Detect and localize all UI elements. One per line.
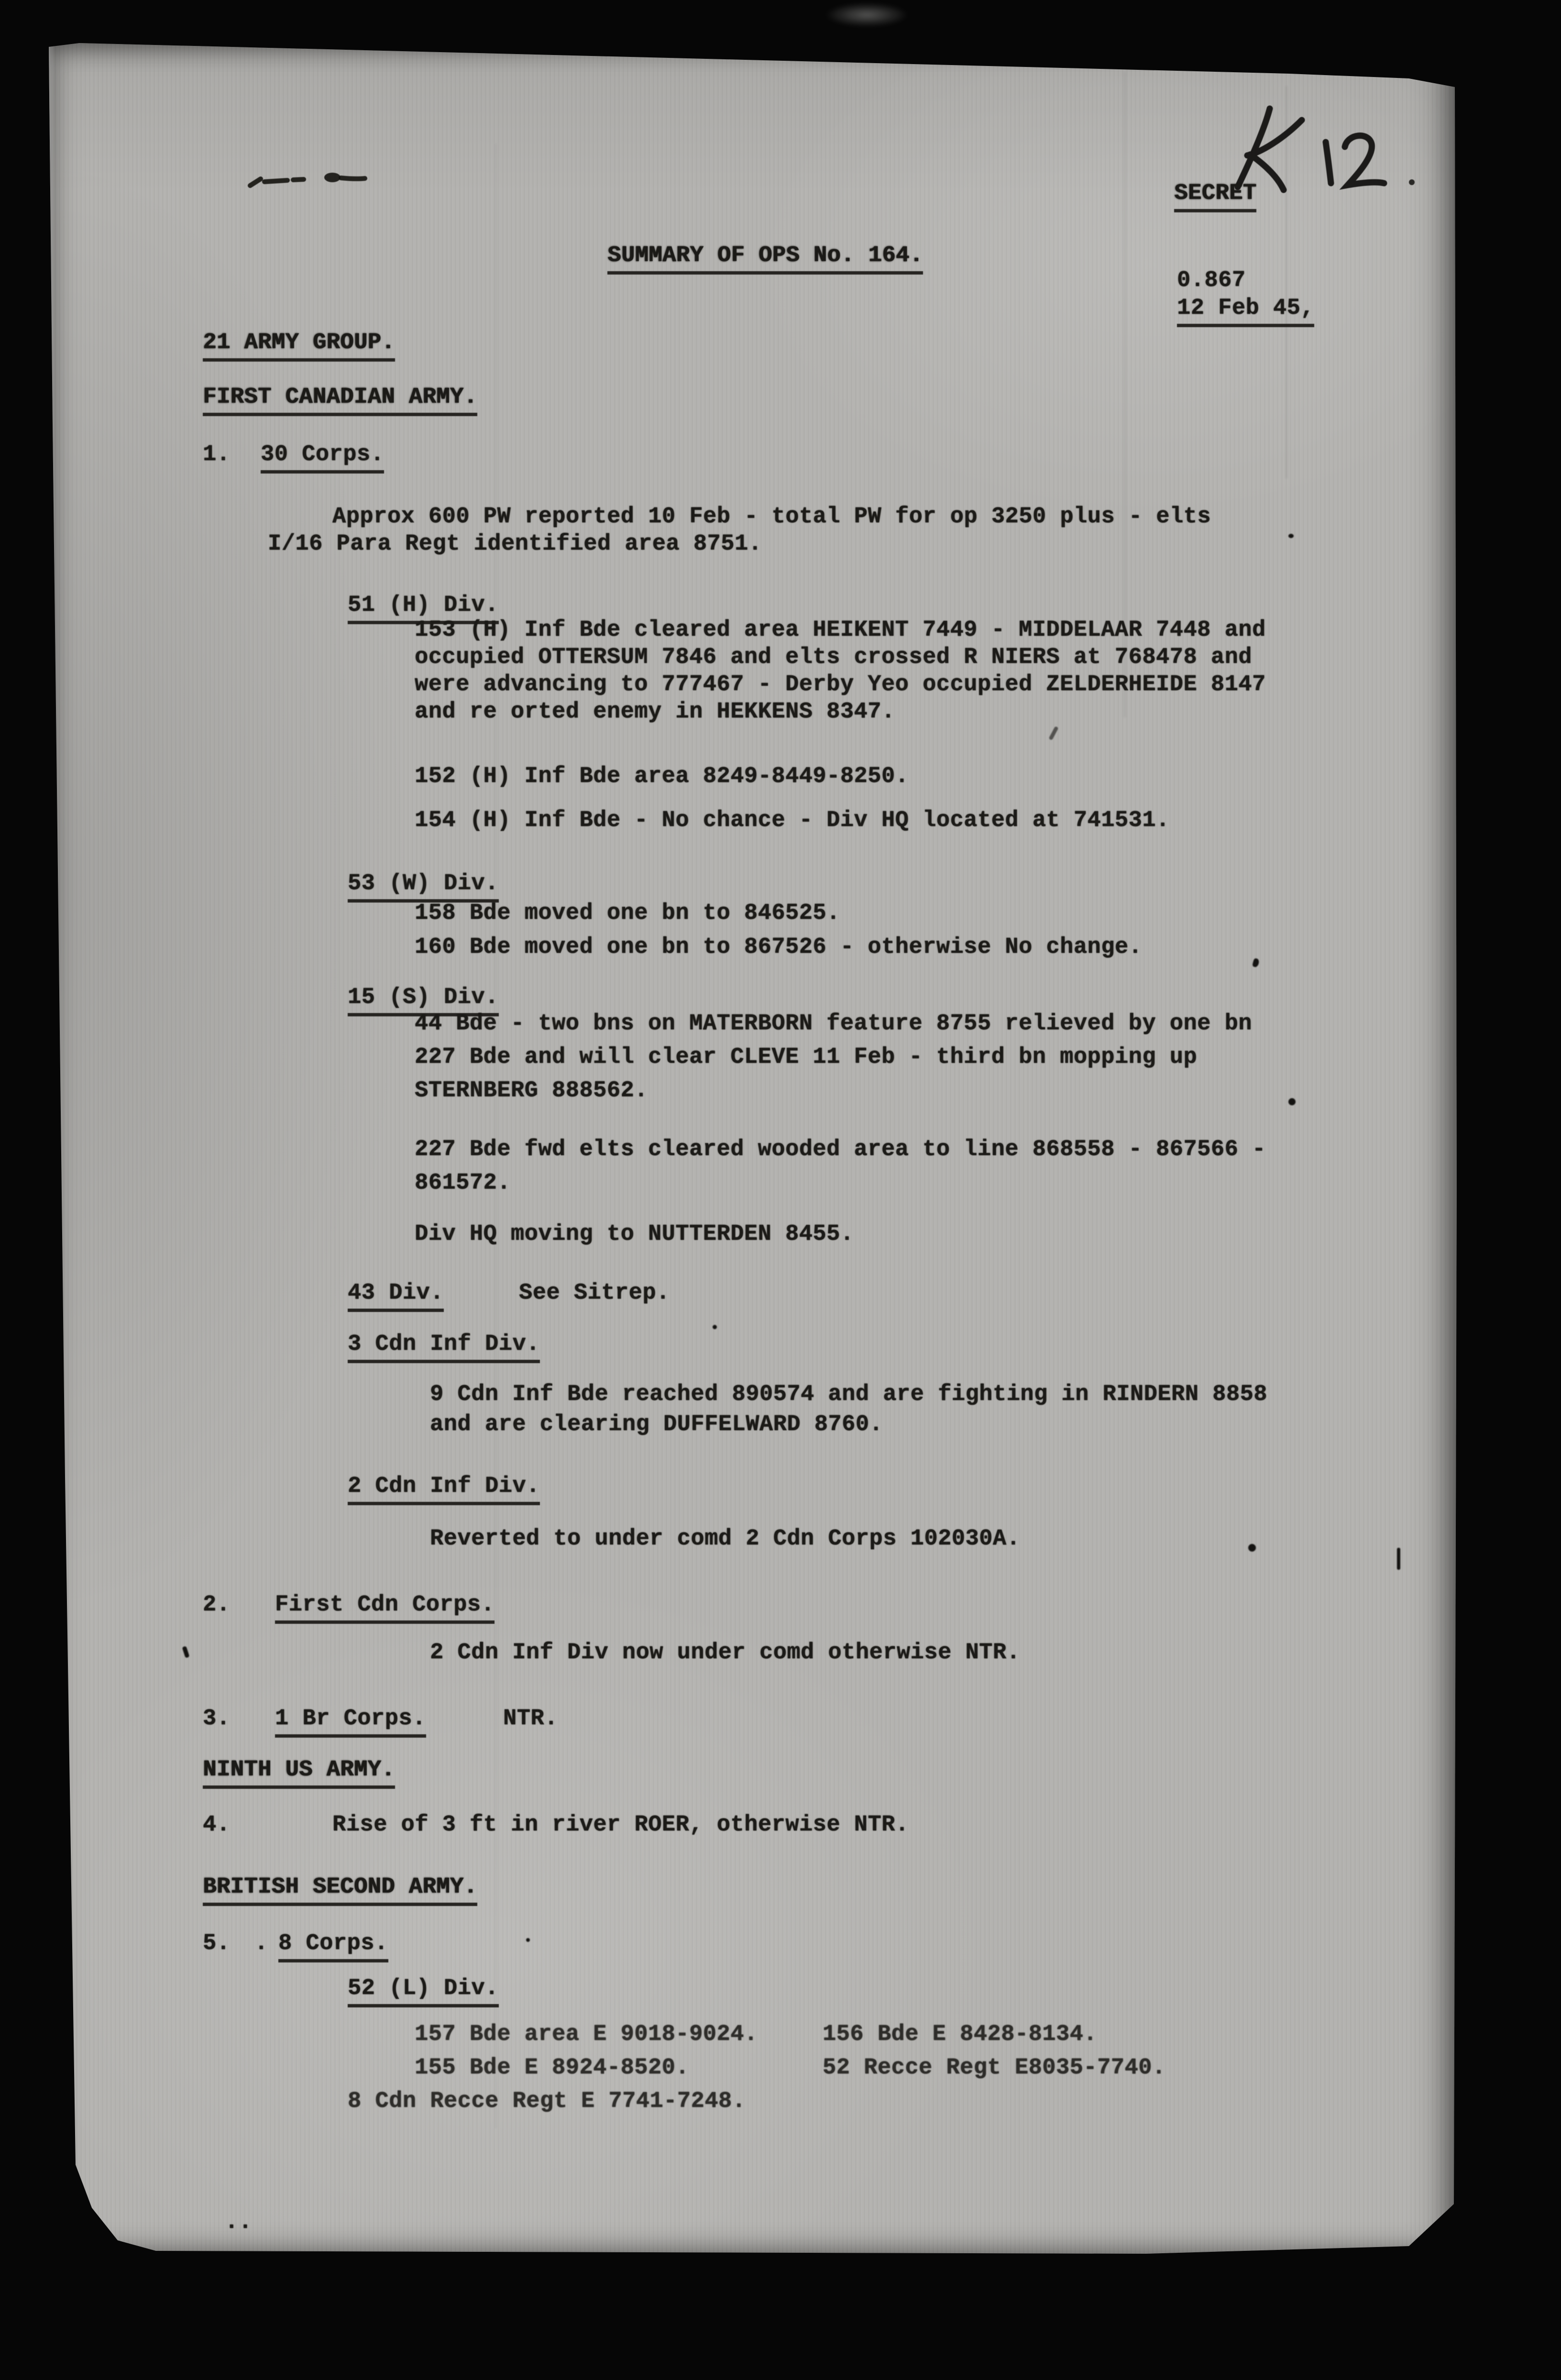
para-line: 152 (H) Inf Bde area 8249-8449-8250. xyxy=(415,764,909,789)
para-line: 227 Bde and will clear CLEVE 11 Feb - third bn mopping up xyxy=(415,1045,1198,1070)
para-line: 158 Bde moved one bn to 846525. xyxy=(415,901,840,926)
para-line: 9 Cdn Inf Bde reached 890574 and are fighting in RINDERN 8858 xyxy=(430,1382,1267,1407)
ink-speck xyxy=(1288,1098,1296,1105)
heading-21-army-group: 21 ARMY GROUP. xyxy=(203,330,395,362)
para-line: occupied OTTERSUM 7846 and elts crossed R NIERS at 768478 and xyxy=(415,645,1252,670)
para-line: 156 Bde E 8428-8134. xyxy=(823,2022,1098,2047)
para-line: Reverted to under comd 2 Cdn Corps 102030A. xyxy=(430,1526,1021,1552)
heading-51-h-div: 51 (H) Div. xyxy=(348,593,499,624)
para-line: See Sitrep. xyxy=(519,1280,670,1306)
scan-smudge xyxy=(825,3,909,27)
heading-15-s-div: 15 (S) Div. xyxy=(348,985,499,1016)
para-line: 157 Bde area E 9018-9024. xyxy=(415,2022,758,2047)
para-line: were advancing to 777467 - Derby Yeo occupied ZELDERHEIDE 8147 xyxy=(415,672,1266,697)
para-line: I/16 Para Regt identified area 8751. xyxy=(268,531,762,557)
item2-number: 2. xyxy=(203,1592,231,1618)
item1-number: 1. xyxy=(203,442,231,467)
para-line: 153 (H) Inf Bde cleared area HEIKENT 7449 - MIDDELAAR 7448 and xyxy=(415,617,1266,643)
heading-2-cdn-inf-div: 2 Cdn Inf Div. xyxy=(348,1474,540,1505)
heading-british-second-army: BRITISH SECOND ARMY. xyxy=(203,1874,477,1906)
heading-8-corps: 8 Corps. xyxy=(278,1931,388,1962)
para-line: 160 Bde moved one bn to 867526 - otherwise No change. xyxy=(415,935,1143,960)
bottom-pen-mark: .. xyxy=(225,2210,253,2235)
ref-number: 0.867 xyxy=(1177,268,1246,293)
heading-43-div: 43 Div. xyxy=(348,1280,444,1312)
heading-53-w-div: 53 (W) Div. xyxy=(348,871,499,903)
classification-stamp: SECRET xyxy=(1174,181,1256,212)
heading-first-canadian-army: FIRST CANADIAN ARMY. xyxy=(203,385,477,416)
ink-speck xyxy=(1397,1548,1400,1570)
para-line: Rise of 3 ft in river ROER, otherwise NTR. xyxy=(332,1812,909,1838)
ink-speck xyxy=(526,1938,530,1942)
heading-1-br-corps: 1 Br Corps. xyxy=(275,1706,426,1738)
para-line: 8 Cdn Recce Regt E 7741-7248. xyxy=(348,2089,746,2114)
stray-dot: . xyxy=(254,1931,268,1956)
para-line: 227 Bde fwd elts cleared wooded area to line 868558 - 867566 - xyxy=(415,1137,1266,1162)
ink-speck xyxy=(713,1325,717,1329)
para-line: 861572. xyxy=(415,1170,511,1196)
para-line: and re orted enemy in HEKKENS 8347. xyxy=(415,699,895,725)
item5-number: 5. xyxy=(203,1931,231,1956)
para-line: 155 Bde E 8924-8520. xyxy=(415,2055,690,2081)
doc-date: 12 Feb 45, xyxy=(1177,296,1314,327)
para-line: 2 Cdn Inf Div now under comd otherwise NTR. xyxy=(430,1640,1021,1665)
heading-52-l-div: 52 (L) Div. xyxy=(348,1976,499,2007)
ink-speck xyxy=(1248,1544,1256,1552)
para-line: and are clearing DUFFELWARD 8760. xyxy=(430,1412,883,1437)
ink-speck xyxy=(1288,534,1294,538)
para-line: Div HQ moving to NUTTERDEN 8455. xyxy=(415,1222,854,1247)
para-line: Approx 600 PW reported 10 Feb - total PW for op 3250 plus - elts xyxy=(332,504,1211,529)
doc-title: SUMMARY OF OPS No. 164. xyxy=(607,243,923,275)
para-line: STERNBERG 888562. xyxy=(415,1078,648,1103)
para-line: 154 (H) Inf Bde - No chance - Div HQ located at 741531. xyxy=(415,808,1170,833)
handwritten-k12-annotation xyxy=(1224,98,1440,203)
item3-number: 3. xyxy=(203,1706,231,1731)
heading-3-cdn-inf-div: 3 Cdn Inf Div. xyxy=(348,1332,540,1363)
item4-number: 4. xyxy=(203,1812,231,1838)
pen-squiggle-mark xyxy=(246,167,395,198)
heading-first-cdn-corps: First Cdn Corps. xyxy=(275,1592,495,1624)
heading-30-corps: 30 Corps. xyxy=(261,442,384,474)
para-line: 52 Recce Regt E8035-7740. xyxy=(823,2055,1166,2081)
para-line: 44 Bde - two bns on MATERBORN feature 8755 relieved by one bn xyxy=(415,1011,1252,1036)
para-line: NTR. xyxy=(503,1706,558,1731)
heading-ninth-us-army: NINTH US ARMY. xyxy=(203,1757,395,1789)
